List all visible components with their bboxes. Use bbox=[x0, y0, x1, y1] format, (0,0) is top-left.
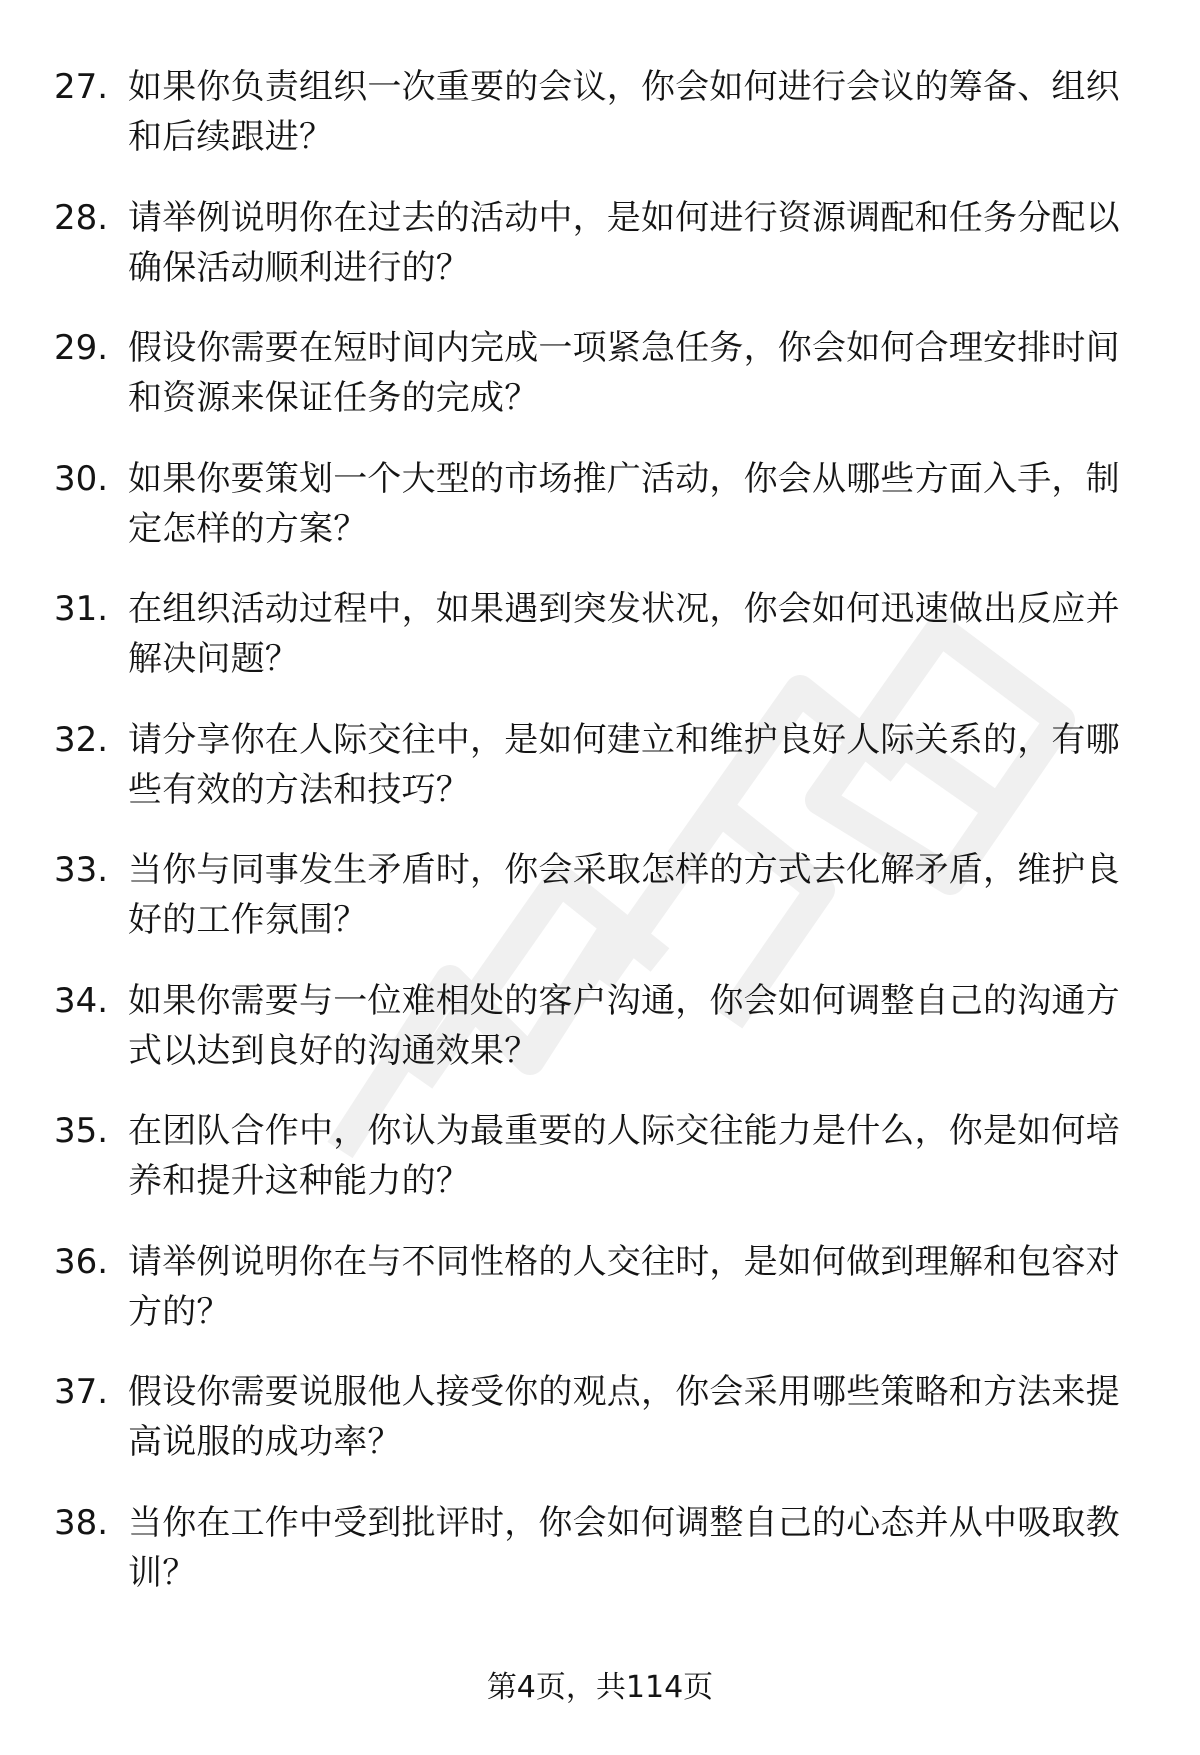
question-item bbox=[0, 193, 1200, 324]
question-number: 31. bbox=[54, 589, 109, 629]
question-number: 29. bbox=[54, 328, 109, 368]
question-number: 27. bbox=[54, 67, 109, 107]
question-number: 35. bbox=[54, 1111, 109, 1151]
question-text: 假设你需要在短时间内完成一项紧急任务，你会如何合理安排时间和资源来保证任务的完成？ bbox=[128, 328, 1120, 418]
question-text: 在团队合作中，你认为最重要的人际交往能力是什么，你是如何培养和提升这种能力的？ bbox=[128, 1111, 1120, 1201]
question-list bbox=[0, 62, 1200, 1628]
question-text: 如果你要策划一个大型的市场推广活动，你会从哪些方面入手，制定怎样的方案？ bbox=[128, 458, 1120, 549]
question-text: 假设你需要说服他人接受你的观点，你会采用哪些策略和方法来提高说服的成功率？ bbox=[128, 1372, 1120, 1462]
question-item bbox=[0, 1367, 1200, 1498]
question-number: 38. bbox=[54, 1502, 109, 1543]
question-number: 37. bbox=[54, 1372, 109, 1412]
question-number: 36. bbox=[54, 1241, 109, 1282]
question-item bbox=[0, 1237, 1200, 1368]
question-text: 在组织活动过程中，如果遇到突发状况，你会如何迅速做出反应并解决问题？ bbox=[128, 589, 1120, 679]
question-text: 如果你需要与一位难相处的客户沟通，你会如何调整自己的沟通方式以达到良好的沟通效果？ bbox=[128, 980, 1120, 1071]
question-text: 如果你负责组织一次重要的会议，你会如何进行会议的筹备、组织和后续跟进？ bbox=[128, 67, 1120, 157]
question-item bbox=[0, 976, 1200, 1107]
question-text: 当你在工作中受到批评时，你会如何调整自己的心态并从中吸取教训？ bbox=[128, 1502, 1120, 1593]
page-footer bbox=[0, 1666, 1200, 1710]
question-item bbox=[0, 1106, 1200, 1237]
question-item bbox=[0, 454, 1200, 585]
question-number: 34. bbox=[54, 980, 109, 1021]
question-item bbox=[0, 1498, 1200, 1629]
question-item bbox=[0, 845, 1200, 976]
question-number: 32. bbox=[54, 719, 109, 760]
question-item bbox=[0, 62, 1200, 193]
page-number-label: 第4页，共114页 bbox=[486, 1670, 714, 1705]
question-text: 请分享你在人际交往中，是如何建立和维护良好人际关系的，有哪些有效的方法和技巧？ bbox=[128, 719, 1120, 810]
question-text: 当你与同事发生矛盾时，你会采取怎样的方式去化解矛盾，维护良好的工作氛围？ bbox=[128, 850, 1120, 940]
question-number: 30. bbox=[54, 458, 109, 499]
question-item bbox=[0, 715, 1200, 846]
question-text: 请举例说明你在过去的活动中，是如何进行资源调配和任务分配以确保活动顺利进行的？ bbox=[128, 197, 1120, 288]
question-item bbox=[0, 323, 1200, 454]
question-text: 请举例说明你在与不同性格的人交往时，是如何做到理解和包容对方的？ bbox=[128, 1241, 1120, 1332]
question-item bbox=[0, 584, 1200, 715]
question-number: 28. bbox=[54, 197, 109, 238]
question-number: 33. bbox=[54, 850, 109, 890]
